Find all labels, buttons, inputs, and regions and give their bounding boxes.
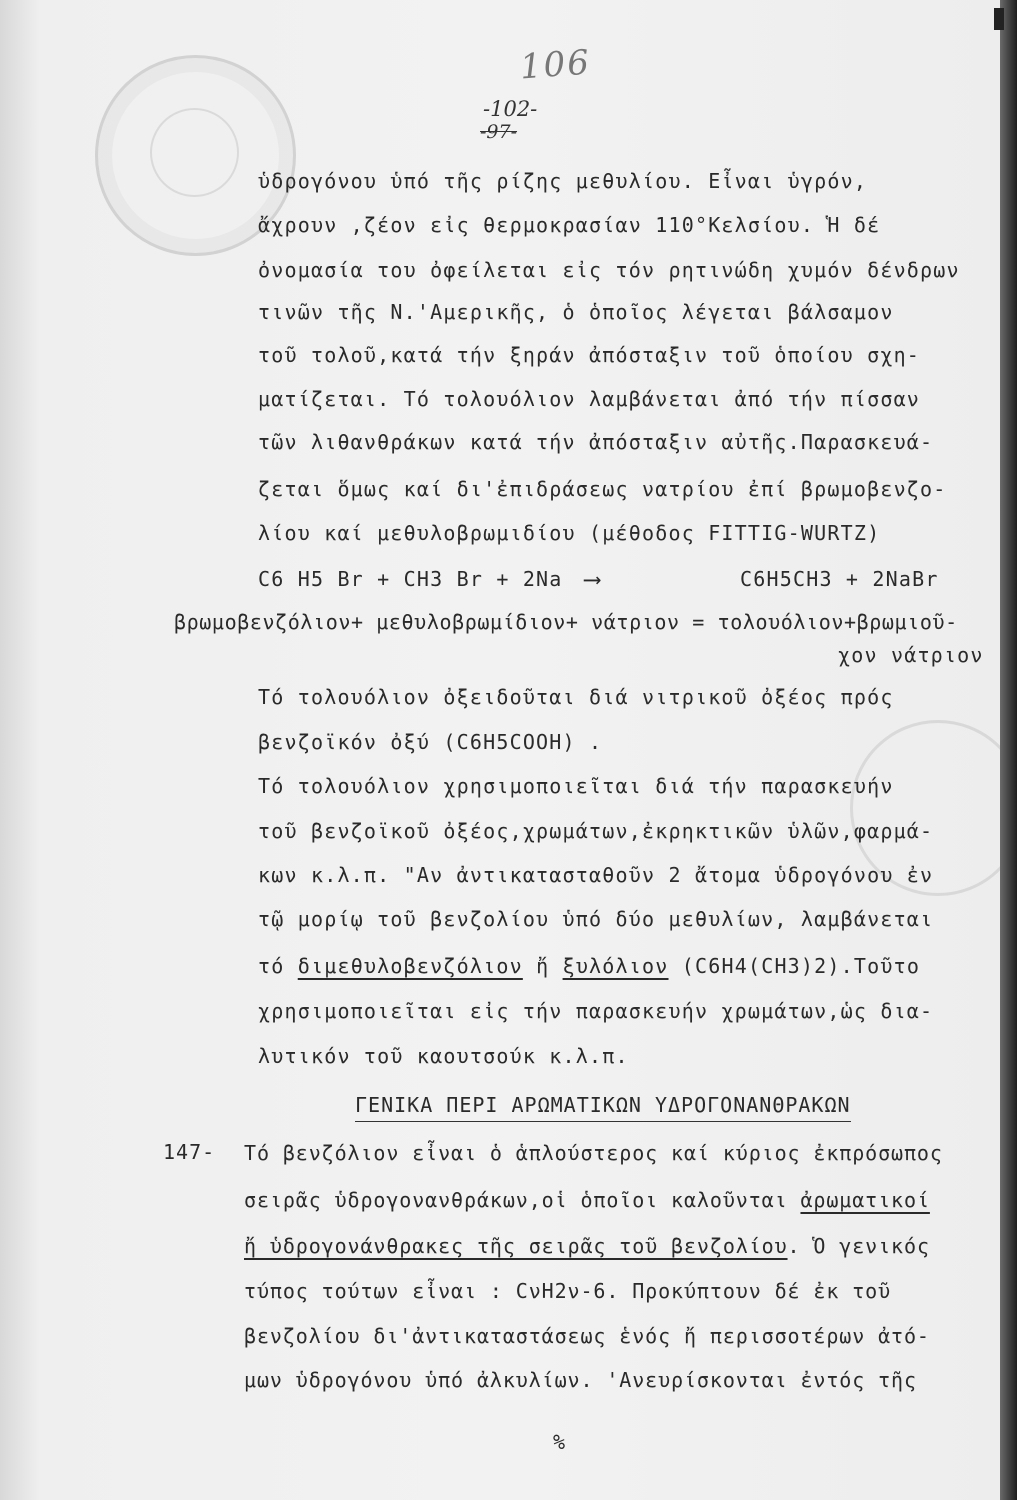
text-line: Τό τολουόλιον ὀξειδοῦται διά νιτρικοῦ ὀξέος πρός xyxy=(258,685,894,709)
equation-rhs: C6H5CH3 + 2NaBr xyxy=(740,567,939,591)
corner-mark xyxy=(994,8,1004,30)
text-line: Τό βενζόλιον εἶναι ὁ ἁπλούστερος καί κύριος ἐκπρόσωπος xyxy=(244,1141,943,1165)
equation-lhs: C6 H5 Br + CH3 Br + 2Na xyxy=(258,567,563,591)
old-page-number: -97- xyxy=(480,121,518,143)
xylene-line xyxy=(258,953,920,979)
text-line xyxy=(244,1233,930,1259)
aromatic-term: ἀρωματικοί xyxy=(800,1188,930,1212)
handwritten-page-number: 106 xyxy=(518,42,593,88)
text-line: Τό τολουόλιον χρησιμοποιεῖται διά τήν παρασκευήν xyxy=(258,774,894,798)
text-line: ματίζεται. Τό τολουόλιον λαμβάνεται ἀπό τήν πίσσαν xyxy=(258,387,921,411)
section-heading: ΓΕΝΙΚΑ ΠΕΡΙ ΑΡΩΜΑΤΙΚΩΝ ΥΔΡΟΓΟΝΑΝΘΡΑΚΩΝ xyxy=(355,1093,851,1122)
benzene-series-term: ἤ ὑδρογονάνθρακες τῆς σειρᾶς τοῦ βενζολίου xyxy=(244,1234,788,1258)
text-line: τύπος τούτων εἶναι : CνΗ2ν-6. Προκύπτουν δέ ἐκ τοῦ xyxy=(244,1279,892,1303)
text-line: βενζοϊκόν ὀξύ (C6H5COOH) . xyxy=(258,730,603,754)
xylene-prefix: τό xyxy=(258,954,298,978)
text-line: χρησιμοποιεῖται εἰς τήν παρασκευήν χρωμάτων,ὡς δια- xyxy=(258,999,934,1023)
text-line: τινῶν τῆς Ν.'Αμερικῆς, ὁ ὁποῖος λέγεται βάλσαμον xyxy=(258,300,894,324)
reaction-arrow: ⟶ xyxy=(585,565,601,593)
text-line: τῶν λιθανθράκων κατά τήν ἀπόσταξιν αὐτῆς.Παρασκευά- xyxy=(258,430,934,454)
text-line xyxy=(244,1187,930,1213)
text-line: ἄχρουν ,ζέον εἰς θερμοκρασίαν 110°Κελσίου. Ἡ δέ xyxy=(258,213,881,237)
text-line: μων ὑδρογόνου ὑπό ἀλκυλίων. 'Ανευρίσκονται ἐντός τῆς xyxy=(244,1368,917,1392)
text-line: λίου καί μεθυλοβρωμιδίου (μέθοδος FITTIG-WURTZ) xyxy=(258,521,881,545)
text-segment: . Ὁ γενικός xyxy=(787,1234,930,1258)
faded-stamp-emblem xyxy=(150,108,239,197)
scan-edge xyxy=(1000,0,1017,1500)
xylol-term: ξυλόλιον xyxy=(562,954,669,978)
text-line: λυτικόν τοῦ καουτσούκ κ.λ.π. xyxy=(258,1044,629,1068)
page-number: -102- xyxy=(483,97,538,121)
dimethylbenzene-term: διμεθυλοβενζόλιον xyxy=(297,954,523,978)
text-line: ζεται ὅμως καί δι'ἐπιδράσεως νατρίου ἐπί βρωμοβενζο- xyxy=(258,477,947,501)
text-line: ὑδρογόνου ὑπό τῆς ρίζης μεθυλίου. Εἶναι ὑγρόν, xyxy=(258,169,868,193)
xylene-suffix: (C6H4(CH3)2).Τοῦτο xyxy=(668,954,921,978)
equation-words-continued: χον νάτριον xyxy=(838,643,984,667)
text-line: ὀνομασία του ὀφείλεται εἰς τόν ρητινώδη χυμόν δένδρων xyxy=(258,258,960,282)
text-line: τοῦ τολοῦ,κατά τήν ξηράν ἀπόσταξιν τοῦ ὁποίου σχη- xyxy=(258,343,921,367)
text-line: τῷ μορίῳ τοῦ βενζολίου ὑπό δύο μεθυλίων, λαμβάνεται xyxy=(258,907,934,931)
footer-mark: % xyxy=(553,1430,566,1454)
xylene-mid: ἤ xyxy=(522,954,563,978)
text-line: κων κ.λ.π. "Αν ἀντικατασταθοῦν 2 ἄτομα ὑδρογόνου ἐν xyxy=(258,863,934,887)
text-line: βενζολίου δι'ἀντικαταστάσεως ἑνός ἤ περισσοτέρων ἀτό- xyxy=(244,1324,930,1348)
text-segment: σειρᾶς ὑδρογονανθράκων,οἱ ὁποῖοι καλοῦνται xyxy=(244,1188,801,1212)
paragraph-number: 147- xyxy=(163,1140,216,1164)
text-line: τοῦ βενζοϊκοῦ ὀξέος,χρωμάτων,ἐκρηκτικῶν ὑλῶν,φαρμά- xyxy=(258,819,934,843)
equation-words: βρωμοβενζόλιον+ μεθυλοβρωμίδιον+ νάτριον = τολουόλιον+βρωμιοῦ- xyxy=(174,610,958,634)
